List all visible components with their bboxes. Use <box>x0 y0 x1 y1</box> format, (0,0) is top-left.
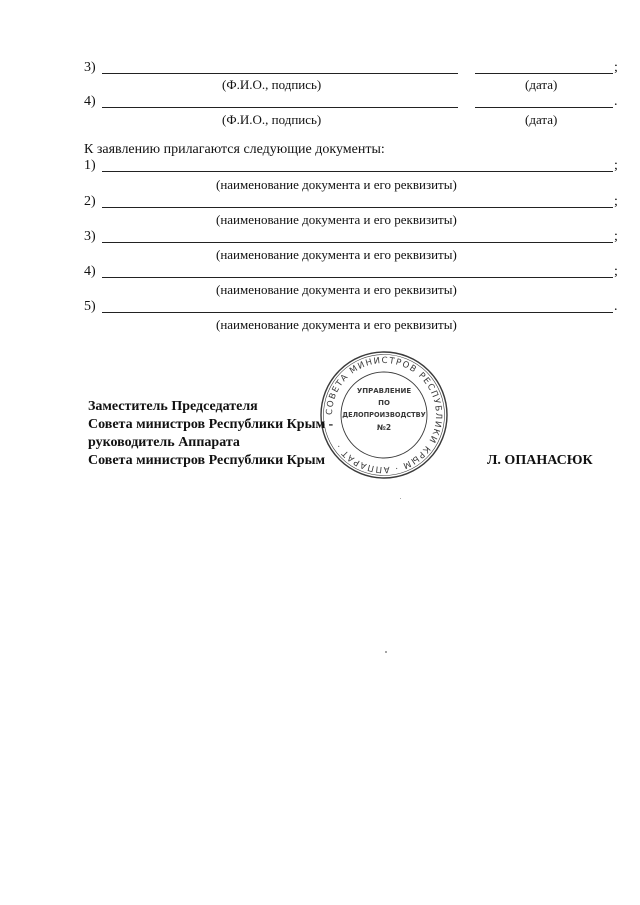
line-end-punctuation: ; <box>614 194 618 209</box>
signatory-number: 4) <box>84 94 96 109</box>
signer-name: Л. ОПАНАСЮК <box>487 453 593 468</box>
attachment-caption: (наименование документа и его реквизиты) <box>216 177 457 192</box>
attachment-line <box>102 171 613 172</box>
attachment-number: 3) <box>84 229 96 244</box>
name-signature-line <box>102 107 458 108</box>
line-end-punctuation: . <box>614 94 618 109</box>
date-line <box>475 107 613 108</box>
line-end-punctuation: ; <box>614 60 618 75</box>
line-end-punctuation: ; <box>614 158 618 173</box>
signature-block <box>88 398 333 470</box>
date-line <box>475 73 613 74</box>
stamp-center-line-3: ДЕЛОПРОИЗВОДСТВУ <box>342 411 426 419</box>
signatory-title-line-1: Заместитель Председателя <box>88 399 258 414</box>
attachment-row-4 <box>84 264 624 282</box>
attachment-caption: (наименование документа и его реквизиты) <box>216 212 457 227</box>
attachment-row-1 <box>84 158 624 176</box>
attachment-line <box>102 242 613 243</box>
attachment-line <box>102 312 613 313</box>
stamp-center-line-4: №2 <box>376 423 392 432</box>
stamp-center-line-2: ПО <box>378 399 390 407</box>
attachment-caption: (наименование документа и его реквизиты) <box>216 317 457 332</box>
line-end-punctuation: . <box>614 299 618 314</box>
stamp-graphic <box>318 349 450 481</box>
signatory-number: 3) <box>84 60 96 75</box>
name-signature-caption: (Ф.И.О., подпись) <box>222 112 322 127</box>
name-signature-caption: (Ф.И.О., подпись) <box>222 77 322 92</box>
attachment-number: 2) <box>84 194 96 209</box>
stamp-center-line-1: УПРАВЛЕНИЕ <box>356 387 412 395</box>
signatory-title-line-4: Совета министров Республики Крым <box>88 453 326 468</box>
date-caption: (дата) <box>525 77 558 92</box>
attachment-caption: (наименование документа и его реквизиты) <box>216 282 457 297</box>
name-signature-line <box>102 73 458 74</box>
line-end-punctuation: ; <box>614 229 618 244</box>
attachment-number: 1) <box>84 158 96 173</box>
scan-speck <box>385 651 387 653</box>
attachment-row-2 <box>84 194 624 212</box>
attachment-number: 5) <box>84 299 96 314</box>
line-end-punctuation: ; <box>614 264 618 279</box>
stamp-ring-text: СОВЕТА МИНИСТРОВ РЕСПУБЛИКИ КРЫМ · АППАРАТ · <box>324 355 444 475</box>
scan-speck <box>400 498 401 499</box>
official-stamp <box>318 349 450 481</box>
attachment-row-3 <box>84 229 624 247</box>
signatory-row-3 <box>84 60 624 78</box>
attachment-row-5 <box>84 299 624 317</box>
signatory-row-4 <box>84 94 624 112</box>
attachment-line <box>102 277 613 278</box>
attachment-line <box>102 207 613 208</box>
signatory-title-line-2: Совета министров Республики Крым - <box>88 417 334 432</box>
signatory-title-line-3: руководитель Аппарата <box>88 435 240 450</box>
attachment-number: 4) <box>84 264 96 279</box>
date-caption: (дата) <box>525 112 558 127</box>
attachment-caption: (наименование документа и его реквизиты) <box>216 247 457 262</box>
attachments-intro: К заявлению прилагаются следующие документы: <box>84 142 385 157</box>
